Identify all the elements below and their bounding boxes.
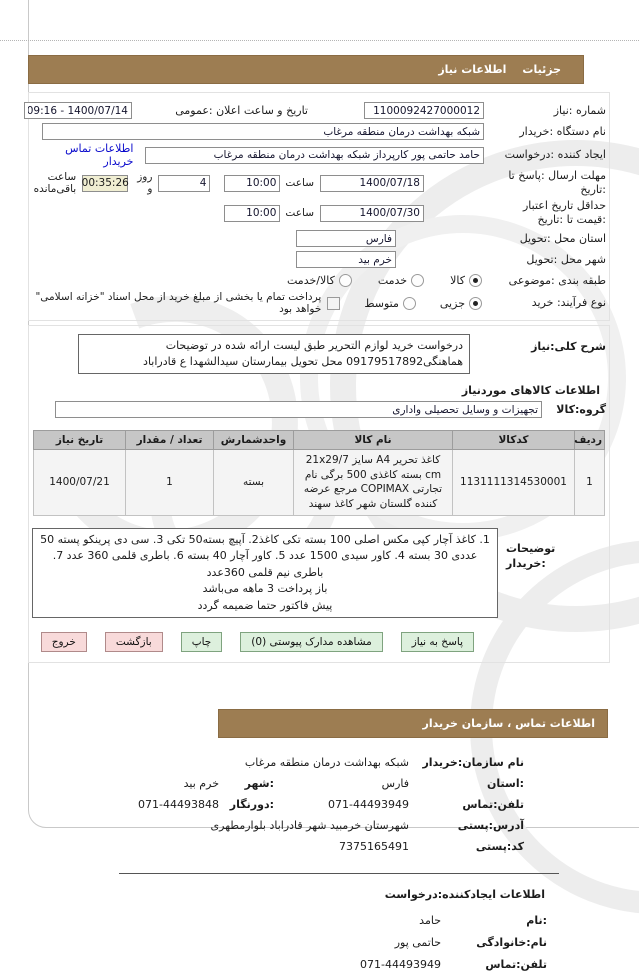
back-button[interactable]: بازگشت — [105, 632, 163, 652]
buyer-notes-label: توضیحات :خریدار — [506, 541, 556, 570]
reply-to-need-button[interactable]: پاسخ به نیاز — [401, 632, 474, 652]
contact-province-city-row — [0, 773, 639, 794]
delivery-province-input[interactable] — [296, 230, 396, 247]
contact-fax-value: 071-44493848 — [138, 798, 219, 812]
deadline-date-input[interactable] — [320, 175, 424, 192]
contact-phone-value: 071-44493949 — [328, 798, 409, 812]
buyer-contact-link[interactable]: اطلاعات تماس خریدار — [65, 142, 134, 168]
request-creator-section — [0, 888, 639, 975]
creator-last-name-row — [0, 931, 639, 953]
deadline-time-input[interactable] — [224, 175, 280, 192]
cell-unit: بسته — [214, 450, 294, 516]
buyer-contact-header: اطلاعات تماس ، سازمان خریدار — [422, 717, 595, 731]
contact-postal-row — [0, 836, 639, 857]
request-creator-input[interactable] — [145, 147, 484, 164]
radio-service-icon[interactable] — [411, 274, 424, 287]
contact-phone-label: تلفن:تماس — [462, 798, 524, 812]
category-option-goods-service[interactable]: کالا/خدمت — [287, 274, 352, 287]
view-attachments-button[interactable]: مشاهده مدارک پیوستی (0) — [240, 632, 382, 652]
cell-need-date: 1400/07/21 — [34, 450, 126, 516]
need-summary-label: شرح کلی:نیاز — [531, 340, 606, 353]
need-number-row — [32, 100, 606, 121]
creator-last-name-label: نام:خانوادگی — [476, 935, 547, 949]
treasury-note: پرداخت تمام یا بخشی از مبلغ خرید از محل اسناد "خزانه اسلامی" خواهد بود — [35, 291, 322, 315]
buyer-org-label: نام دستگاه :خریدار — [519, 124, 606, 138]
buyer-notes-row — [32, 528, 606, 619]
category-row — [32, 270, 606, 291]
request-creator-row — [32, 142, 606, 168]
creator-first-name-value: حامد — [419, 913, 441, 927]
radio-medium-icon[interactable] — [403, 297, 416, 310]
contact-province-value: فارس — [381, 777, 409, 791]
delivery-province-row — [32, 228, 606, 249]
top-spacer — [0, 0, 639, 55]
tab-bar — [28, 55, 584, 84]
col-quantity: تعداد / مقدار — [126, 431, 214, 450]
tab-need-info[interactable]: اطلاعات نیاز — [438, 63, 507, 76]
response-deadline-label: مهلت ارسال :پاسخ تا :تاریخ — [508, 169, 606, 196]
col-row-number: ردیف — [575, 431, 605, 450]
buyer-notes-line: باز پرداخت 3 ماهه می‌باشد — [202, 582, 328, 596]
process-option-medium[interactable]: متوسط — [364, 297, 416, 310]
goods-group-row — [32, 401, 606, 418]
cell-quantity: 1 — [126, 450, 214, 516]
need-summary-text[interactable]: درخواست خرید لوازم التحریر طبق لیست ارائه شده در توضیحات هماهنگی09179517892 محل تحویل بیمارستان سیدالشهدا ع قادراباد — [78, 334, 470, 374]
category-option-goods[interactable]: کالا — [450, 274, 482, 287]
table-row — [34, 450, 605, 516]
announce-datetime-input[interactable] — [24, 102, 132, 119]
process-type-label: نوع فرآیند: خرید — [531, 296, 606, 310]
contact-address-row — [0, 815, 639, 836]
delivery-city-input[interactable] — [296, 251, 396, 268]
buyer-contact-section — [0, 752, 639, 857]
contact-province-label: :استان — [487, 777, 524, 791]
col-unit: واحدشمارش — [214, 431, 294, 450]
buyer-notes-text[interactable] — [32, 528, 498, 619]
contact-address-label: آدرس:پستی — [457, 819, 524, 833]
col-item-name: نام کالا — [294, 431, 453, 450]
need-info-form — [28, 92, 610, 321]
days-label: روز و — [137, 171, 153, 195]
creator-phone-label: تلفن:تماس — [485, 957, 547, 971]
treasury-checkbox[interactable] — [327, 297, 340, 310]
countdown-timer: 00:35:26 — [82, 175, 128, 192]
buyer-contact-header-bar — [218, 709, 608, 738]
countdown-label: ساعت باقی‌مانده — [33, 171, 77, 195]
radio-goods-icon[interactable] — [469, 274, 482, 287]
category-option-service[interactable]: خدمت — [378, 274, 424, 287]
exit-button[interactable]: خروج — [41, 632, 87, 652]
need-number-input[interactable] — [364, 102, 484, 119]
price-validity-row — [32, 198, 606, 228]
contact-org-value: شبکه بهداشت درمان منطقه مرغاب — [244, 756, 409, 770]
col-item-code: کدکالا — [453, 431, 575, 450]
announce-label: تاریخ و ساعت اعلان :عمومی — [175, 103, 308, 117]
col-need-date: تاریخ نیاز — [34, 431, 126, 450]
delivery-city-label: شهر محل :تحویل — [526, 252, 606, 266]
contact-postal-label: کد:پستی — [475, 840, 524, 854]
radio-minor-icon[interactable] — [469, 297, 482, 310]
need-description-section — [28, 325, 610, 663]
validity-time-input[interactable] — [224, 205, 280, 222]
contact-org-row — [0, 752, 639, 773]
cell-row-number: 1 — [575, 450, 605, 516]
creator-section-header: اطلاعات ایجادکننده:درخواست — [384, 888, 545, 902]
contact-address-value: شهرستان خرمبید شهر قادراباد بلوارمطهری — [210, 819, 409, 833]
need-summary-row — [32, 334, 606, 374]
cell-item-name: کاغذ تحریر A4 سایز 21x29/7 cm بسته کاغذی 500 برگی نام تجارتی COPIMAX مرجع عرضه کننده گلستان شهر کاغذ سهند — [294, 450, 453, 516]
contact-phone-fax-row — [0, 794, 639, 815]
items-table-header-row — [34, 431, 605, 450]
delivery-province-label: استان محل :تحویل — [519, 231, 606, 245]
goods-group-input[interactable] — [55, 401, 542, 418]
process-type-row — [32, 291, 606, 315]
creator-phone-row — [0, 953, 639, 975]
items-table — [33, 430, 605, 516]
contact-fax-label: :دورنگار — [229, 798, 274, 812]
validity-date-input[interactable] — [320, 205, 424, 222]
category-label: طبقه بندی :موضوعی — [508, 273, 606, 287]
request-creator-label: ایجاد کننده :درخواست — [504, 148, 606, 162]
deadline-hour-label: ساعت — [285, 177, 314, 189]
response-deadline-row — [32, 168, 606, 198]
price-validity-label: حداقل تاریخ اعتبار :قیمت تا :تاریخ — [522, 199, 606, 226]
contact-city-value: خرم بید — [183, 777, 219, 791]
print-button[interactable]: چاپ — [181, 632, 223, 652]
buyer-org-row — [32, 121, 606, 142]
radio-goods-service-icon[interactable] — [339, 274, 352, 287]
tab-details[interactable]: جزئیات — [522, 63, 561, 76]
need-number-label: شماره :نیاز — [553, 103, 606, 117]
validity-hour-label: ساعت — [285, 207, 314, 219]
section-divider — [119, 873, 559, 874]
goods-group-label: گروه:کالا — [556, 403, 606, 416]
buyer-org-input[interactable] — [42, 123, 484, 140]
creator-first-name-row — [0, 909, 639, 931]
process-option-minor[interactable]: جزیی — [440, 297, 482, 310]
buyer-notes-line: 1. کاغذ آچار کپی مکس اصلی 100 بسته تکی کاغذ2. آپیچ بسته50 تکی 3. سی دی پرینکو پسته 50 عددی 30 بسته 4. کاور سیدی 1500 عدد 5. کاور آچار 40 بسته 6. باطری قلمی 360 عدد 7. باطری نیم قلمی 360عدد — [40, 532, 490, 579]
cell-item-code: 1131111314530001 — [453, 450, 575, 516]
buyer-notes-line: پیش فاکتور حتما ضمیمه گردد — [197, 598, 333, 612]
creator-phone-value: 071-44493949 — [360, 957, 441, 971]
action-buttons — [32, 632, 606, 652]
goods-info-header: اطلاعات کالاهای موردنیاز — [461, 384, 600, 397]
contact-org-label: نام سازمان:خریدار — [422, 756, 524, 770]
contact-city-label: :شهر — [244, 777, 274, 791]
delivery-city-row — [32, 249, 606, 270]
days-remaining-input[interactable] — [158, 175, 210, 192]
creator-last-name-value: حاتمی پور — [394, 935, 441, 949]
creator-first-name-label: :نام — [526, 913, 547, 927]
contact-postal-value: 7375165491 — [339, 840, 409, 854]
